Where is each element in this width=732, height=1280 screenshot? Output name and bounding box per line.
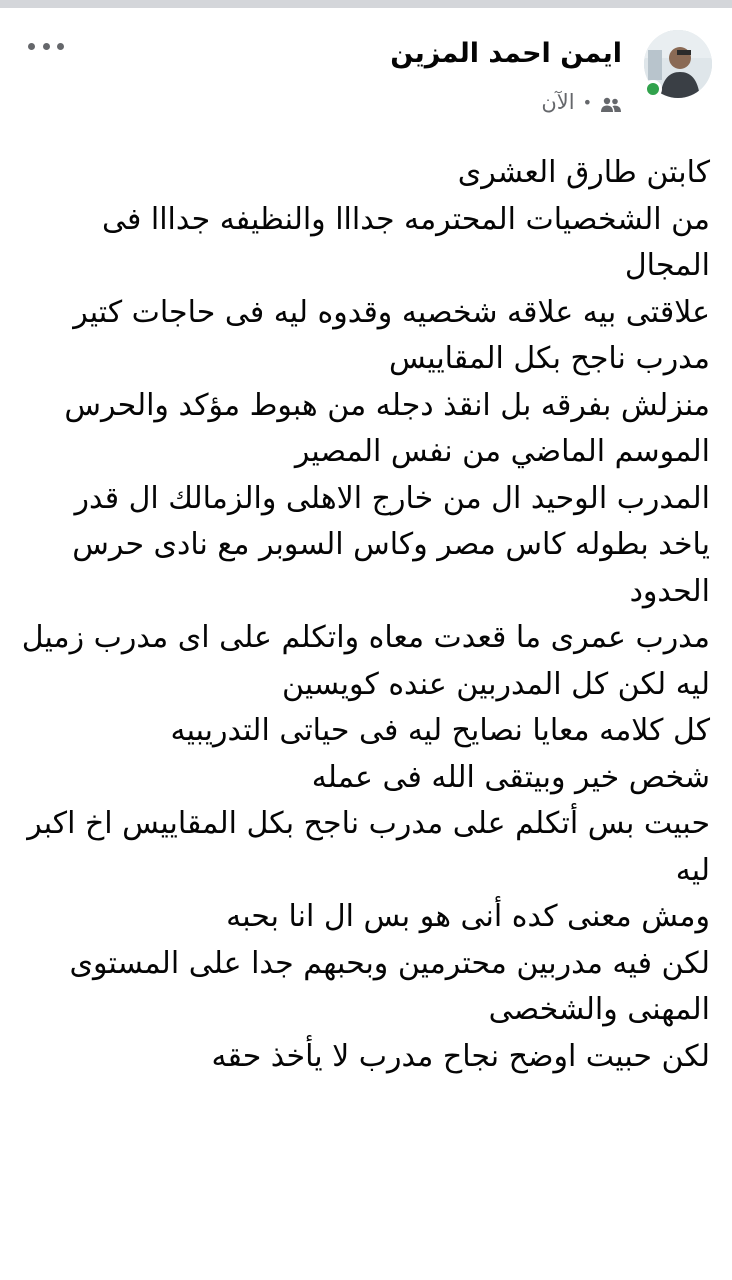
post-line: حبيت بس أتكلم على مدرب ناجح بكل المقاييس اخ اكبر ليه [27, 806, 710, 888]
post-meta [541, 90, 622, 114]
post-line: من الشخصيات المحترمه جدااا والنظيفه جدااا فى المجال [102, 201, 710, 283]
post-line: منزلش بفرقه بل انقذ دجله من هبوط مؤكد والحرس الموسم الماضي من نفس المصير [64, 387, 710, 469]
more-dot [43, 43, 50, 50]
post-timestamp[interactable]: الآن [541, 90, 575, 114]
post-line: لكن حبيت اوضح نجاح مدرب لا يأخذ حقه [211, 1038, 710, 1074]
post-header [0, 30, 732, 130]
more-options-icon [28, 43, 35, 50]
more-options-button[interactable] [28, 34, 64, 58]
post-line: المدرب الوحيد ال من خارج الاهلى والزمالك ال قدر ياخد بطوله كاس مصر وكاس السوبر مع نادى حرس الحدود [72, 480, 710, 609]
post-line: علاقتى بيه علاقه شخصيه وقدوه ليه فى حاجات كتير [73, 294, 710, 330]
friends-icon[interactable] [600, 94, 622, 110]
post-line: شخص خير وبيتقى الله فى عمله [311, 759, 710, 795]
post-line: كل كلامه معايا نصايح ليه فى حياتى التدريبيه [170, 713, 710, 748]
post-line: مدرب عمرى ما قعدت معاه واتكلم على اى مدرب زميل ليه لكن كل المدربين عنده كويسين [21, 620, 710, 702]
post-text [20, 150, 710, 1080]
author-name[interactable]: ايمن احمد المزين [390, 38, 622, 69]
post-line: ومش معنى كده أنى هو بس ال انا بحبه [226, 899, 710, 934]
post-line: لكن فيه مدربين محترمين وبحبهم جدا على المستوى المهنى والشخصى [69, 945, 710, 1027]
post-line: كابتن طارق العشرى [457, 155, 710, 190]
meta-separator: • [582, 92, 592, 112]
friends-icon-glyph [600, 97, 622, 113]
online-status-indicator [644, 80, 662, 98]
post-line: مدرب ناجح بكل المقاييس [389, 341, 710, 376]
more-dot [57, 43, 64, 50]
top-divider [0, 0, 732, 8]
